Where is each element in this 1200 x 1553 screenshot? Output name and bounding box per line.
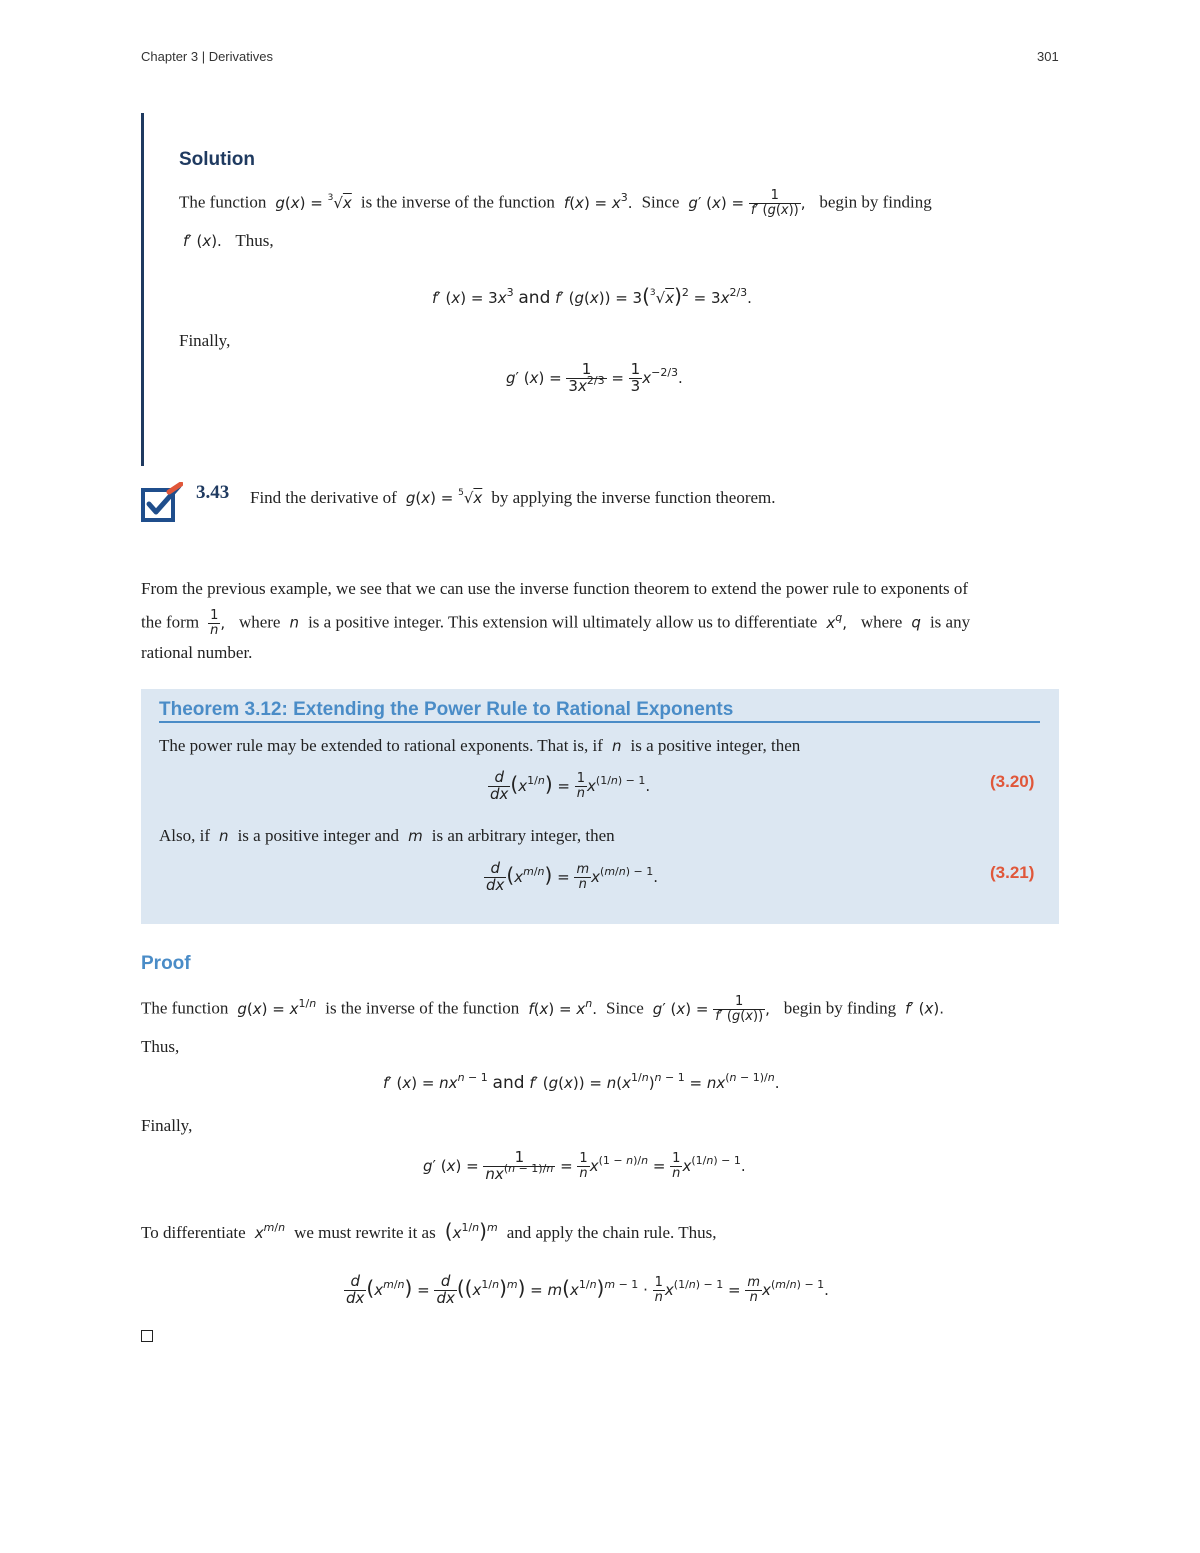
solution-line-1 bbox=[179, 189, 932, 217]
solution-line-2 bbox=[183, 232, 274, 249]
exercise-number: 3.43 bbox=[196, 482, 230, 503]
math-inverse-thm: g′ (x) = $\frac{1}{f' (g(x))}$ , bbox=[652, 994, 780, 1024]
intro-text: where bbox=[860, 612, 903, 632]
qed-square-icon bbox=[141, 1330, 153, 1342]
proof-equation-1: f′ $(x) = nx^{n - 1}$ and f′ $(g(x)) = n(x^{1/n})^{n - 1} = nx^{(n - 1)/n}$. bbox=[383, 1071, 780, 1093]
proof-chain-line bbox=[141, 1221, 717, 1241]
math-n: n bbox=[289, 613, 300, 632]
solution-text: is the inverse of the function bbox=[360, 192, 555, 212]
equation-number-3-21: (3.21) bbox=[990, 863, 1035, 882]
theorem-equation-1: $\frac{d}{dx}$ $(x^{1/n})$ = $\frac{1}{n}$ $x^{(1/n) - 1}$. bbox=[490, 768, 651, 803]
math-inverse-thm: g′ (x) = $\frac{1}{f' (g(x))}$ , bbox=[688, 188, 816, 218]
intro-line-3: rational number. bbox=[141, 643, 253, 662]
theorem-text: Also, if bbox=[159, 826, 210, 845]
math-q: q bbox=[911, 613, 921, 632]
proof-equation-2: g′ (x) = $\frac{1}{nx^{(n - 1)/n}}$ = $\frac{1}{n}$ $x^{(1 - n)/n}$ = $\frac{1}{n}$ $x^{(1/n) - 1}$. bbox=[423, 1148, 746, 1183]
and-text: and bbox=[518, 288, 551, 308]
math-one-over-n: $\frac{1}{n}$ , bbox=[210, 608, 235, 638]
solution-equation-2: g′ (x) = $\frac{1}{3x^{2/3}}$ = $\frac{1}{3}$ $x^{-2/3}$. bbox=[506, 360, 683, 395]
proof-text: The function bbox=[141, 998, 229, 1018]
math-m: m bbox=[408, 827, 423, 845]
proof-text: and apply the chain rule. Thus, bbox=[506, 1223, 717, 1242]
intro-text: is a positive integer. This extension will ultimately allow us to differentiate bbox=[308, 612, 818, 632]
solution-finally: Finally, bbox=[179, 331, 231, 350]
intro-line-1: From the previous example, we see that we can use the inverse function theorem to extend the power rule to exponents of bbox=[141, 579, 969, 598]
math-n: n bbox=[611, 737, 622, 755]
intro-text: where bbox=[238, 612, 281, 632]
proof-text: we must rewrite it as bbox=[294, 1223, 436, 1242]
proof-heading: Proof bbox=[141, 953, 191, 974]
theorem-text: is an arbitrary integer, then bbox=[431, 826, 615, 845]
theorem-text: is a positive integer and bbox=[237, 826, 400, 845]
solution-equation-1: f′ $(x) = 3x^3$ and f′ $(g(x)) = 3(^3√x)^2 = 3x^{2/3}$. bbox=[432, 284, 752, 308]
proof-text: Since bbox=[605, 998, 644, 1018]
exercise-text-a: Find the derivative of bbox=[250, 488, 397, 507]
math-n: n bbox=[219, 827, 229, 845]
math-rewrite: $(x^{1/n})^m$ bbox=[444, 1219, 498, 1243]
exercise-text-b: by applying the inverse function theorem. bbox=[491, 488, 776, 507]
checkbox-checkmark-icon bbox=[141, 482, 183, 522]
theorem-text-2 bbox=[159, 827, 615, 844]
equation-number-3-20: (3.20) bbox=[990, 772, 1035, 791]
math-x-m-over-n: $x^{m/n}$ bbox=[254, 1221, 286, 1242]
proof-text: To differentiate bbox=[141, 1223, 246, 1242]
math-fprime: f′ (x). bbox=[183, 232, 232, 250]
proof-thus: Thus, bbox=[141, 1037, 180, 1056]
proof-equation-3: $\frac{d}{dx}$ $(x^{m/n})$ = $\frac{d}{dx}$ $((x^{1/n})^m) = m(x^{1/n})^{m - 1}$ · $\frac{1}{n}$ $x^{(1/n) - 1}$ = $\frac{m}{n}$ $x^{(m/n) - 1}$. bbox=[346, 1272, 829, 1307]
intro-text: is any bbox=[929, 612, 971, 632]
intro-line-2 bbox=[141, 609, 970, 637]
theorem-text: The power rule may be extended to rational exponents. That is, if bbox=[159, 736, 603, 755]
math-fprime: f′ (x). bbox=[905, 999, 944, 1018]
solution-text: Since bbox=[641, 192, 680, 212]
theorem-text-1 bbox=[159, 737, 800, 754]
proof-finally: Finally, bbox=[141, 1116, 193, 1135]
theorem-text: is a positive integer, then bbox=[630, 736, 801, 755]
proof-text: begin by finding bbox=[783, 998, 897, 1018]
intro-text: the form bbox=[141, 612, 200, 632]
solution-sidebar-rule bbox=[141, 113, 144, 466]
solution-heading: Solution bbox=[179, 149, 255, 170]
solution-text: The function bbox=[179, 192, 267, 212]
math-g-def: $g(x) = x^{1/n}$ bbox=[237, 996, 317, 1018]
solution-text: begin by finding bbox=[819, 192, 932, 212]
theorem-equation-2: $\frac{d}{dx}$ $(x^{m/n})$ = $\frac{m}{n}$ $x^{(m/n) - 1}$. bbox=[486, 859, 659, 894]
page-number: 301 bbox=[1037, 49, 1059, 64]
exercise-text bbox=[250, 489, 776, 506]
math-f-def: $f(x) = x^3$. bbox=[563, 190, 638, 212]
theorem-title: Theorem 3.12: Extending the Power Rule to Rational Exponents bbox=[159, 699, 734, 720]
math-x-q: $x^q$, bbox=[826, 610, 857, 632]
math-g-def: g(x) = $^3$√x bbox=[275, 192, 352, 212]
proof-line-1 bbox=[141, 995, 944, 1023]
running-header: Chapter 3 | Derivatives bbox=[141, 49, 273, 64]
theorem-title-rule bbox=[159, 721, 1040, 723]
proof-text: is the inverse of the function bbox=[325, 998, 520, 1018]
math-g-fifth-root: g(x) = $^5$√x bbox=[405, 488, 483, 507]
and-text: and bbox=[492, 1073, 525, 1093]
math-f-def: $f(x) = x^n$. bbox=[528, 996, 602, 1018]
solution-text: Thus, bbox=[235, 231, 274, 250]
